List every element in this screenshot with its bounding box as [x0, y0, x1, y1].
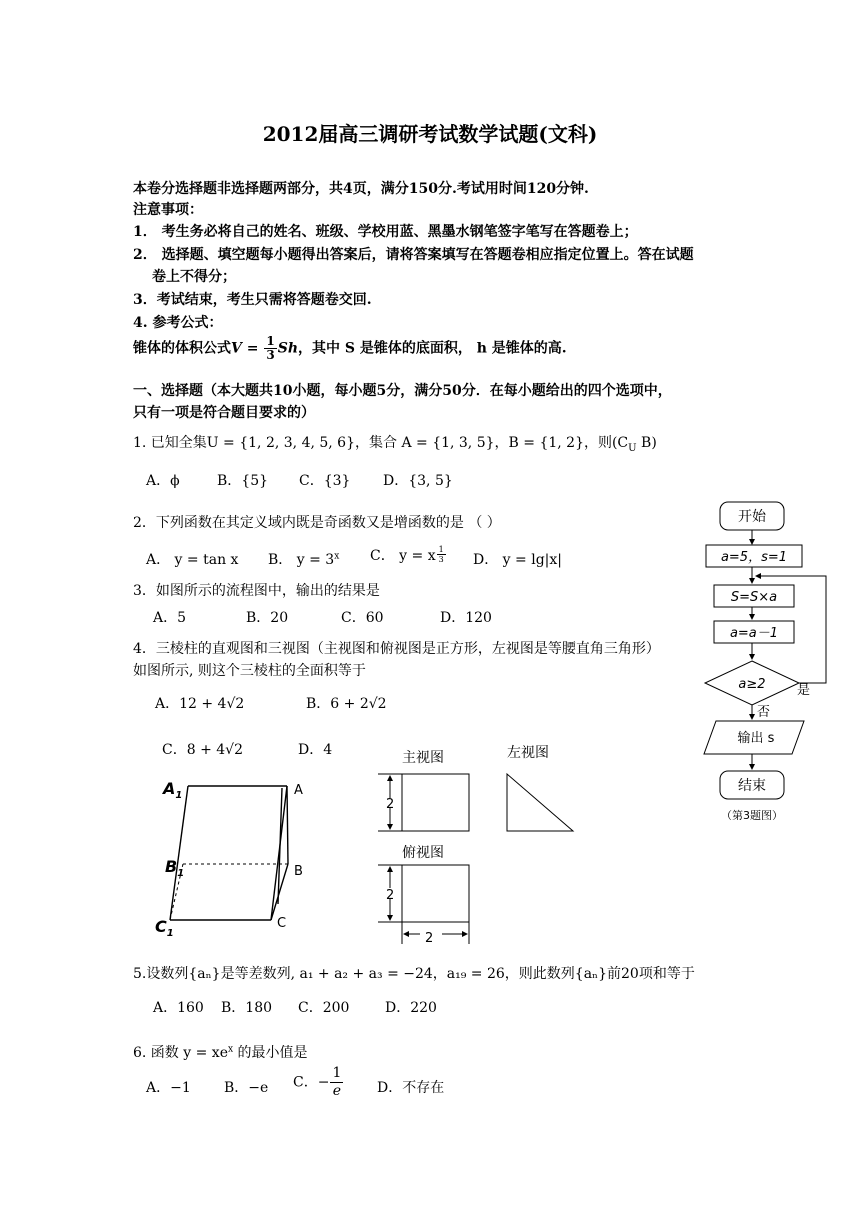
- start-label: 开始: [738, 509, 766, 525]
- dim-top-v-label: 2: [386, 888, 395, 903]
- q2-opt-a: A． y = tan x: [146, 552, 239, 568]
- dim-front-label: 2: [386, 797, 395, 812]
- prism-edge: [170, 786, 188, 920]
- output-label: 输出 s: [737, 731, 775, 746]
- q2-opt-b-text: B． y = 3: [268, 552, 335, 568]
- formula-suffix: ，其中 S 是锥体的底面积， h 是锥体的高.: [298, 340, 567, 357]
- q2-opt-b: [268, 549, 339, 569]
- q2-stem: 2．下列函数在其定义域内既是奇函数又是增函数的是 （ ）: [133, 515, 501, 531]
- q6-stem: [133, 1042, 308, 1062]
- q3-stem: 3．如图所示的流程图中，输出的结果是: [133, 583, 380, 599]
- q6-opt-c: [293, 1065, 344, 1100]
- q1-opt-c: C．{3}: [299, 473, 351, 489]
- q6-opt-d: D．不存在: [377, 1080, 445, 1096]
- q5-opt-d: D．220: [385, 1000, 437, 1016]
- label-c: C: [277, 916, 287, 931]
- no-label: 否: [757, 705, 771, 720]
- formula-sh: Sh: [277, 340, 299, 357]
- q6-opt-c-den: e: [332, 1083, 342, 1099]
- prism-edge: [271, 786, 287, 920]
- three-views: [370, 768, 590, 948]
- q1-stem: [133, 432, 657, 454]
- q2-opt-d: D． y = lg|x|: [473, 552, 562, 568]
- q4-opt-a: A．12 + 4√2: [155, 696, 245, 712]
- prism-edge: [287, 786, 288, 864]
- notice-item-1: 1． 考生务必将自己的姓名、班级、学校用蓝、黑墨水钢笔签字笔写在答题卷上；: [133, 224, 638, 240]
- q6-opt-a: A．−1: [146, 1080, 191, 1096]
- cond-label: a≥2: [738, 677, 766, 692]
- q6-sup: x: [227, 1044, 234, 1055]
- dim-top-h-label: 2: [425, 931, 434, 946]
- q6-opt-c-text: C．−: [293, 1074, 330, 1091]
- formula-num: 1: [266, 334, 275, 348]
- label-b1: $B_1$: [165, 857, 185, 879]
- notice-item-3: 3．考试结束，考生只需将答题卷交回.: [133, 292, 372, 308]
- flowchart: [700, 498, 860, 820]
- notice-heading: 注意事项：: [133, 202, 203, 218]
- q2-opt-b-sup: x: [334, 551, 340, 562]
- front-view-label: 主视图: [402, 749, 444, 765]
- page-title: 2012届高三调研考试数学试题(文科): [262, 122, 598, 146]
- q2-opt-c: [370, 545, 447, 565]
- q5-opt-b: B．180: [221, 1000, 273, 1016]
- q2-opt-c-den: 3: [438, 555, 444, 564]
- notice-item-2-cont: 卷上不得分；: [152, 269, 236, 285]
- top-view: [402, 865, 469, 922]
- side-view: [507, 774, 573, 831]
- formula-prefix: 锥体的体积公式: [133, 340, 231, 357]
- top-view-label: 俯视图: [402, 844, 444, 860]
- q3-opt-d: D．120: [440, 610, 492, 626]
- q4-stem-cont: 如图所示, 则这个三棱柱的全面积等于: [133, 663, 366, 679]
- q5-stem: 5.设数列{aₙ}是等差数列, a₁ + a₂ + a₃ = −24，a₁₉ = 26，则此数列{aₙ}前20项和等于: [133, 966, 695, 982]
- label-b: B: [294, 864, 303, 879]
- init-label: a=5，s=1: [720, 550, 788, 565]
- prism-figure: [155, 772, 325, 942]
- notice-item-2: 2． 选择题、填空题每小题得出答案后，请将答案填写在答题卷相应指定位置上。答在试题: [133, 247, 694, 263]
- label-c1: $C_1$: [155, 917, 174, 939]
- section-heading-cont: 只有一项是符合题目要求的）: [133, 405, 315, 421]
- yes-label: 是: [797, 683, 811, 698]
- q5-opt-c: C．200: [298, 1000, 350, 1016]
- q3-opt-b: B．20: [246, 610, 289, 626]
- volume-formula: [133, 335, 567, 362]
- step2-label: a=a－1: [729, 626, 779, 641]
- formula-eq: =: [241, 340, 264, 357]
- q4-opt-d: D．4: [298, 742, 333, 758]
- q2-opt-c-text: C． y = x: [370, 548, 436, 564]
- q4-opt-c: C．8 + 4√2: [162, 742, 243, 758]
- q6-opt-b: B．−e: [224, 1080, 269, 1096]
- q2-opt-c-exp: [437, 545, 446, 564]
- q1-stem-text: 1. 已知全集U = {1, 2, 3, 4, 5, 6}，集合 A = {1, 3, 5}，B = {1, 2}，则(C: [133, 435, 629, 451]
- intro-line: 本卷分选择题非选择题两部分，共4页，满分150分.考试用时间120分钟.: [133, 181, 589, 197]
- q3-opt-a: A．5: [153, 610, 187, 626]
- q3-opt-c: C．60: [341, 610, 384, 626]
- end-label: 结束: [738, 778, 766, 794]
- formula-den: 3: [266, 348, 275, 362]
- q1-sub: U: [628, 442, 637, 454]
- q4-opt-b: B．6 + 2√2: [306, 696, 387, 712]
- flowchart-caption: （第3题图）: [721, 809, 783, 820]
- q2-opt-c-num: 1: [438, 545, 444, 554]
- q5-opt-a: A．160: [153, 1000, 204, 1016]
- q1-stem-end: B): [636, 435, 657, 451]
- q4-stem: 4．三棱柱的直观图和三视图（主视图和俯视图是正方形，左视图是等腰直角三角形）: [133, 641, 660, 657]
- step1-label: S=S×a: [730, 590, 778, 605]
- q6-opt-c-frac: [330, 1065, 343, 1100]
- q1-opt-a: A．ϕ: [146, 473, 180, 489]
- q1-opt-d: D．{3, 5}: [383, 473, 453, 489]
- section-heading: 一、选择题（本大题共10小题，每小题5分，满分50分．在每小题给出的四个选项中，: [133, 383, 672, 399]
- front-view: [402, 774, 469, 831]
- label-a: A: [294, 783, 303, 798]
- q6-stem-text: 6. 函数 y = xe: [133, 1045, 228, 1061]
- q1-opt-b: B．{5}: [217, 473, 269, 489]
- side-view-label: 左视图: [507, 744, 549, 760]
- notice-item-4: 4. 参考公式：: [133, 315, 223, 331]
- q6-opt-c-num: 1: [332, 1065, 342, 1081]
- q6-stem-post: 的最小值是: [233, 1045, 308, 1061]
- formula-fraction: [264, 335, 276, 362]
- label-a1: $A_1$: [163, 779, 183, 801]
- formula-v: V: [231, 340, 242, 357]
